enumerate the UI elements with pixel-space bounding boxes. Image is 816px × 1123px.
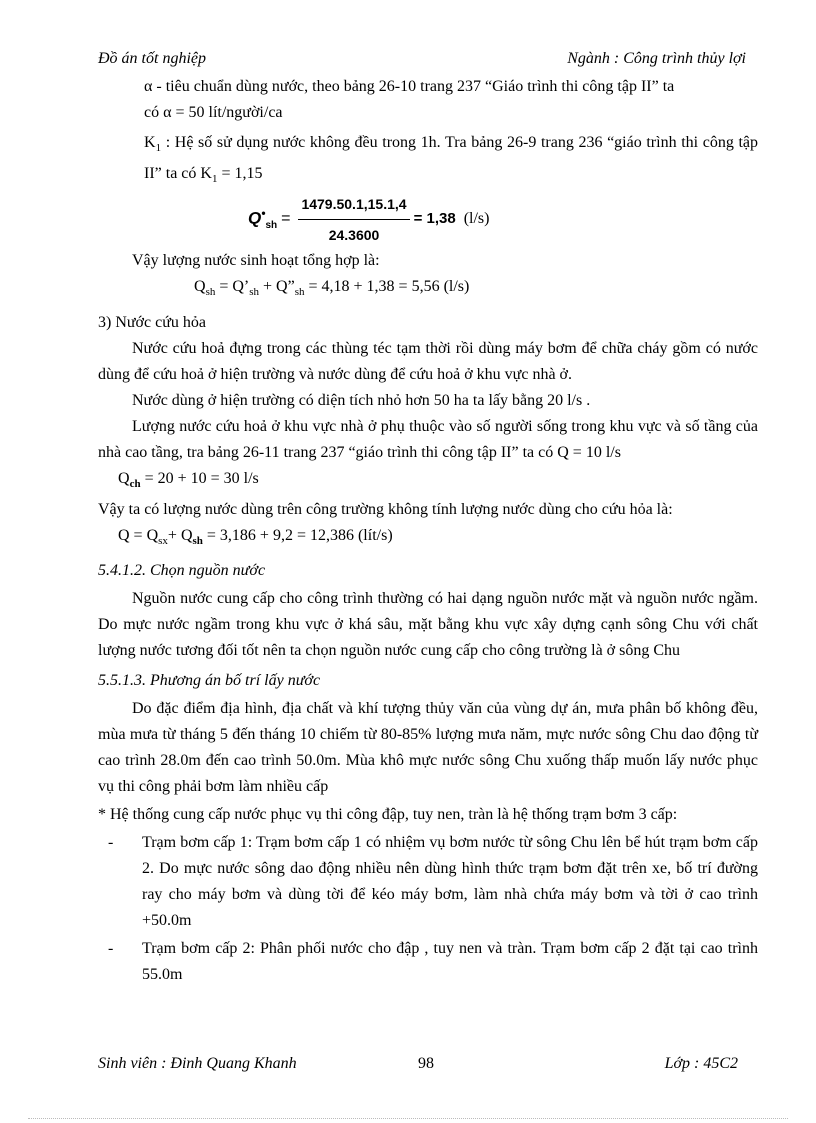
source-paragraph: Nguồn nước cung cấp cho công trình thường có hai dạng nguồn nước mặt và nguồn nước ngầm. Do mực nước ngầm trong khu vực ở khá sâu, mặt bằng khu vực xây dựng cạnh sông Chu với chất lượng nước tương đối tốt nên ta chọn nguồn nước cung cấp cho công trường là ở sông Chu bbox=[98, 589, 758, 659]
list-item-text: Trạm bơm cấp 1: Trạm bơm cấp 1 có nhiệm vụ bơm nước từ sông Chu lên bể hút trạm bơm cấp 2. Do mực nước sông dao động nhiều nên dùng hình thức trạm bơm đặt trên xe, bố trí đường ray cho máy bơm và dùng tời để kéo máy bơm, làm nhà chứa máy bơm và tời ở cao trình +50.0m bbox=[142, 833, 758, 929]
k1-sub-2: 1 bbox=[211, 173, 218, 186]
list-item bbox=[98, 830, 758, 934]
fire-paragraph-3: Lượng nước cứu hoả ở khu vực nhà ở phụ thuộc vào số người sống trong khu vực và số tầng của nhà cao tầng, tra bảng 26-11 trang 237 “giáo trình thi công tập II” ta có Q = 10 l/s bbox=[98, 417, 758, 461]
total-equation: $Q = Q_{sx}+ Q_{sh} = 3,186 + 9,2 = 12,386$ (lít/s) bbox=[118, 526, 393, 547]
qch-equation: $Q_{ch} = 20 + 10 = 30$ l/s bbox=[118, 469, 259, 490]
fire-paragraph-2: Nước dùng ở hiện trường có diện tích nhỏ hơn 50 ha ta lấy bằng 20 l/s . bbox=[132, 391, 591, 409]
formula-lhs: $Q^•_{sh}$ bbox=[248, 205, 278, 231]
list-item-text: Trạm bơm cấp 2: Phân phối nước cho đập , tuy nen và tràn. Trạm bơm cấp 2 đặt tại cao trình 55.0m bbox=[142, 939, 758, 983]
footer-student: Sinh viên : Đinh Quang Khanh bbox=[98, 1055, 297, 1072]
list-item bbox=[98, 936, 758, 988]
formula-denominator: 24.3600 bbox=[328, 226, 380, 243]
formula-unit: (l/s) bbox=[463, 210, 490, 228]
fire-paragraph-4: Vậy ta có lượng nước dùng trên công trường không tính lượng nước dùng cho cứu hỏa là: bbox=[98, 500, 673, 518]
intake-star-line: * Hệ thống cung cấp nước phục vụ thi công đập, tuy nen, tràn là hệ thống trạm bơm 3 cấp: bbox=[98, 805, 678, 823]
k1-tail: = 1,15 bbox=[217, 165, 263, 183]
formula-fraction bbox=[298, 191, 409, 248]
sum-equation: $Q_{sh}$ = $Q’_{sh}$ + $Q”_{sh} = 4,18 + 1,38 = 5,56$ (l/s) bbox=[194, 278, 470, 299]
intake-paragraph: Do đặc điểm địa hình, địa chất và khí tượng thủy văn của vùng dự án, mưa phân bố không đều, mùa mưa từ tháng 5 đến tháng 10 chiếm từ 80-85% lượng mưa năm, mực nước sông Chu dao động từ cao trình 28.0m đến cao trình 50.0m. Mùa khô mực nước sông Chu xuống thấp muốn lấy nước phục vụ thi công phải bơm làm nhiều cấp bbox=[98, 699, 758, 795]
sum-intro: Vậy lượng nước sinh hoạt tổng hợp là: bbox=[132, 252, 380, 270]
header-left: Đồ án tốt nghiệp bbox=[98, 50, 206, 67]
k1-text: : Hệ số sử dụng nước không đều trong 1h. Tra bảng 26-9 trang 236 “giáo trình thi công tập II” ta có K bbox=[144, 134, 758, 183]
page-bottom-rule bbox=[28, 1118, 788, 1119]
fire-heading: 3) Nước cứu hỏa bbox=[98, 313, 206, 331]
list-dash: - bbox=[108, 833, 114, 851]
body-text bbox=[98, 74, 758, 988]
alpha-line-1: α - tiêu chuẩn dùng nước, theo bảng 26-10 trang 237 “Giáo trình thi công tập II” ta bbox=[144, 78, 675, 95]
k1-sub: 1 bbox=[155, 142, 162, 155]
header-right: Ngành : Công trình thủy lợi bbox=[567, 50, 746, 67]
k1-label: K bbox=[144, 134, 156, 151]
footer-page-number: 98 bbox=[418, 1055, 434, 1072]
list-dash: - bbox=[108, 939, 114, 957]
alpha-line-2: có α = 50 lít/người/ca bbox=[144, 104, 283, 121]
k1-paragraph bbox=[98, 130, 758, 192]
intake-heading: 5.5.1.3. Phương án bố trí lấy nước bbox=[98, 671, 321, 689]
formula-result: = 1,38 bbox=[413, 210, 456, 228]
formula-numerator: 1479.50.1,15.1,4 bbox=[298, 191, 409, 220]
footer-class: Lớp : 45C2 bbox=[664, 1055, 738, 1072]
fire-paragraph-1: Nước cứu hoả đựng trong các thùng téc tạm thời rồi dùng máy bơm để chữa cháy gồm có nước dùng để cứu hoả ở hiện trường và nước dùng để cứu hoả ở khu vực nhà ở. bbox=[98, 339, 758, 383]
source-heading: 5.4.1.2. Chọn nguồn nước bbox=[98, 561, 266, 579]
formula-q-sh: $Q^•_{sh}$ = $\frac{1479.50.1,15.1,4}{24.3600}$ = 1,38 (l/s) bbox=[248, 194, 758, 244]
